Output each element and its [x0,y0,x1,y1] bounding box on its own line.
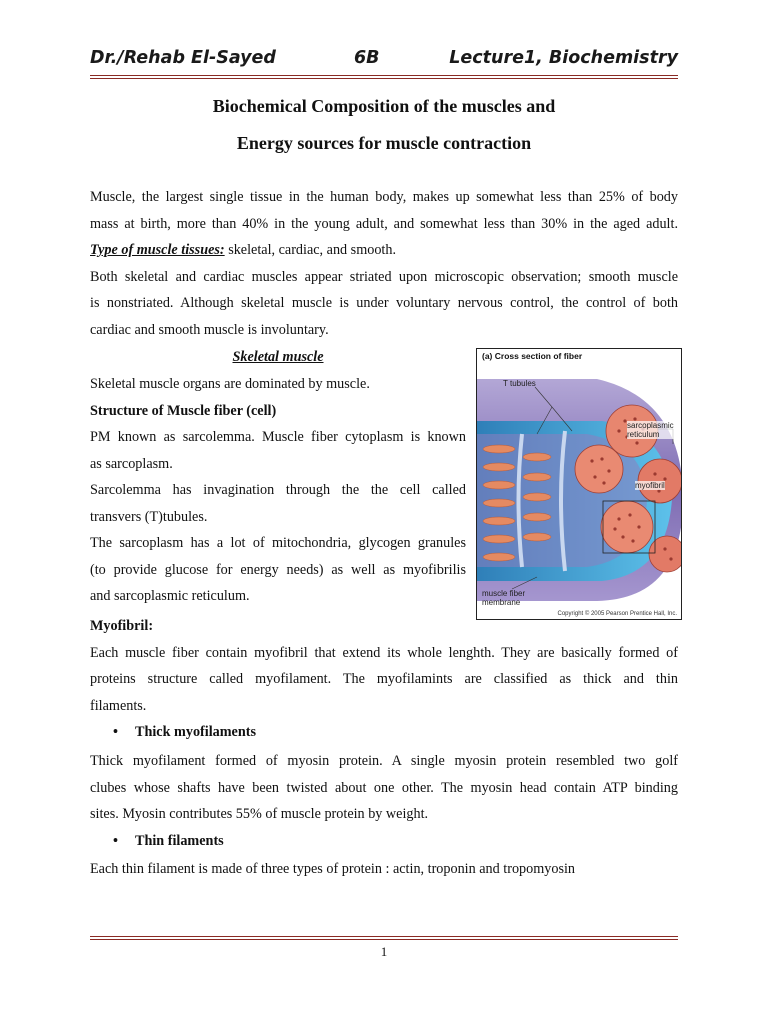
text-line: Each thin filament is made of three types of protein : actin, troponin and tropomyosin [90,861,576,877]
skeletal-muscle-heading: Skeletal muscle [232,349,324,365]
header-section: 6B [354,48,380,68]
label-sr-line-2: reticulum [627,430,660,439]
label-membrane-line-1: muscle fiber [482,589,526,598]
title-line-1: Biochemical Composition of the muscles and [212,96,556,116]
text-line: transvers (T)tubules. [90,508,208,525]
label-sr-line-1: sarcoplasmic [627,421,674,430]
thick-heading-text: Thick myofilaments [135,724,256,740]
page-number: 1 [380,944,388,959]
text-line: as sarcoplasm. [90,455,173,472]
text-line: mass at birth, more than 40% in the young adult, and somewhat less than 30% in the aged adult. [90,215,678,232]
intro-paragraph [90,184,678,343]
footer-rule [90,936,678,940]
title-line-2: Energy sources for muscle contraction [236,133,532,153]
text-line: The sarcoplasm has a lot of mitochondria, glycogen granules [90,535,466,551]
page-header [90,48,678,72]
myofibril-heading: Myofibril: [90,618,154,634]
text-line: Both skeletal and cardiac muscles appear striated upon microscopic observation; smooth muscle [90,268,678,285]
text-line: and sarcoplasmic reticulum. [90,588,250,604]
thin-heading-text: Thin filaments [135,833,224,849]
myofibril-section [90,613,678,719]
text-line: Sarcolemma has invagination through the the cell called [90,482,466,498]
text-line: PM known as sarcolemma. Muscle fiber cytoplasm is known [90,429,466,445]
header-lecture: Lecture1, Biochemistry [449,48,678,68]
muscle-types-line [90,237,678,264]
text-line: Skeletal muscle organs are dominated by muscle. [90,376,370,392]
header-rule [90,75,678,79]
text-line: proteins structure called myofilament. The myofilamints are classified as thick and thin [90,671,678,687]
thick-paragraph [90,748,678,828]
bullet-icon: • [113,833,118,849]
label-membrane-line-2: membrane [482,598,521,607]
muscle-types-label: Type of muscle tissues: [90,242,225,258]
label-myofibril: myofibril [635,481,665,490]
structure-heading: Structure of Muscle fiber (cell) [90,402,277,419]
figure-caption: (a) Cross section of fiber [482,351,583,361]
text-line: clubes whose shafts have been twisted about one other. The myosin head contain ATP binding [90,779,678,796]
thin-filaments-heading [113,833,224,850]
figure-copyright: Copyright © 2005 Pearson Prentice Hall, Inc. [557,611,677,617]
muscle-types-text: skeletal, cardiac, and smooth. [224,242,397,258]
thick-myofilaments-heading [113,724,256,741]
text-line: Each muscle fiber contain myofibril that extend its whole lenghth. They are basically formed of [90,644,678,661]
label-muscle-fiber-membrane [482,589,525,607]
thin-paragraph [90,856,678,883]
muscle-fiber-figure [476,348,682,620]
header-author: Dr./Rehab El-Sayed [90,48,276,68]
text-line: cardiac and smooth muscle is involuntary. [90,321,329,338]
text-line: Thick myofilament formed of myosin protein. A single myosin protein resembled two golf [90,753,678,769]
text-line: is nonstriated. Although skeletal muscle is under voluntary nervous control, the control of both [90,295,678,311]
text-line: Muscle, the largest single tissue in the human body, makes up somewhat less than 25% of body [90,189,678,205]
label-sarcoplasmic-reticulum [627,421,674,439]
bullet-icon: • [113,724,118,740]
label-t-tubules: T tubules [503,379,536,388]
skeletal-paragraph [90,371,466,610]
text-line: (to provide glucose for energy needs) as well as myofibrilis [90,561,466,578]
text-line: filaments. [90,697,147,714]
text-line: sites. Myosin contributes 55% of muscle protein by weight. [90,806,429,822]
